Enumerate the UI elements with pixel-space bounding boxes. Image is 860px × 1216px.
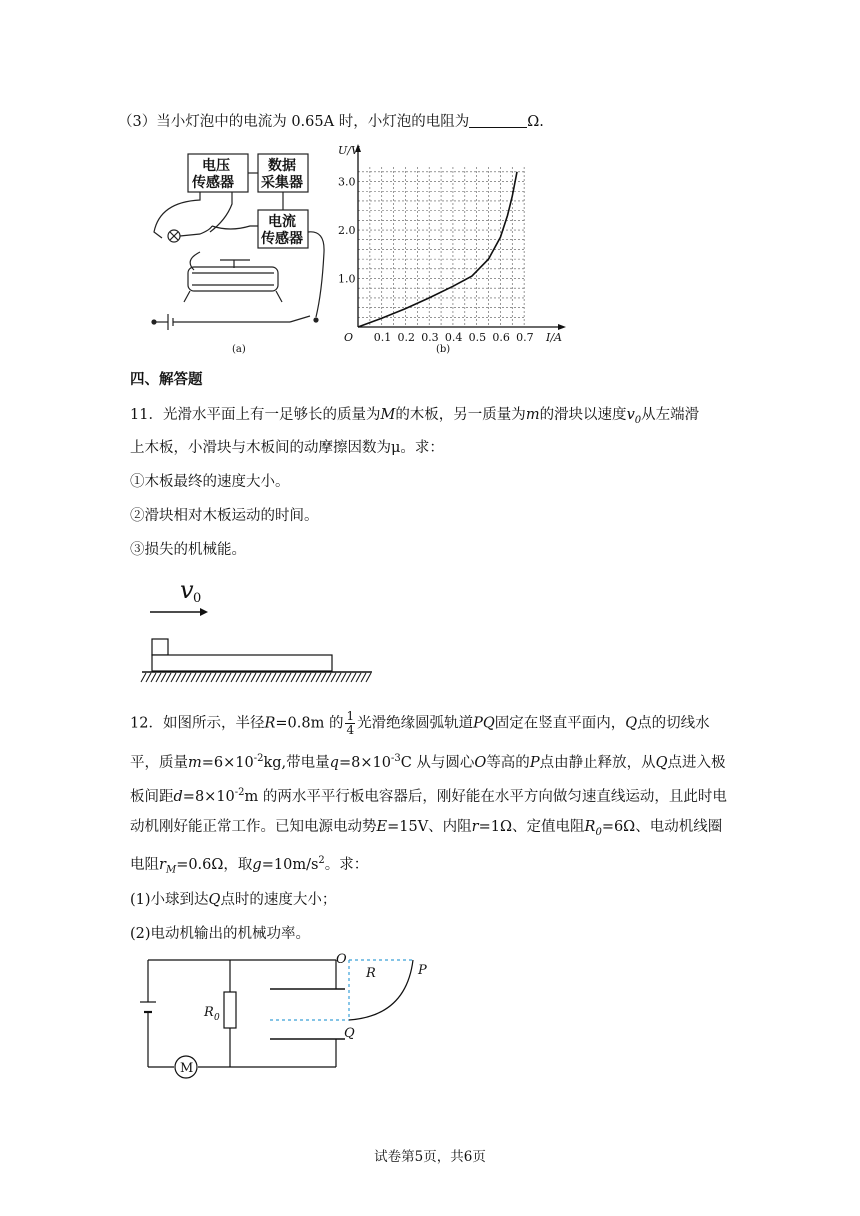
q11-text-c: 的滑块以速度 [539,407,627,423]
q12-exp-b: -3 [390,753,401,764]
hatch-mark [286,673,291,682]
q11-item-3: ③损失的机械能。 [130,542,246,558]
fig-v-label: v [180,576,194,604]
q12-var-O: O [474,754,487,771]
x-tick-label: 0.2 [397,331,415,344]
hatch-mark [266,673,271,682]
y-tick-label: 1.0 [338,272,356,286]
q12-sub-0: 0 [595,826,602,838]
q12-var-Q2: Q [655,754,668,771]
q12-t3c: m 的两水平平行板电容器后，刚好能在水平方向做匀速直线运动，且此时电 [244,788,727,805]
q11-line-2: 上木板，小滑块与木板间的动摩擦因数为μ。求： [130,440,444,456]
q12-t1b: =0.8m 的 [275,715,344,732]
hatch-mark [151,673,156,682]
figure-a-circuit [140,142,360,357]
hatch-mark [296,673,301,682]
q12-exp-d: 2 [318,855,325,866]
q12-t1e: 点的切线水 [637,715,710,732]
q12-t2d: =8×10 [338,754,391,771]
label-P: P [418,963,427,978]
q12-line-1 [130,710,710,737]
hatch-mark [206,673,211,682]
q12-t2e: C 从与圆心 [400,754,475,771]
q12-t5c: =10m/s [261,856,319,873]
hatch-mark [326,673,331,682]
hatch-mark [181,673,186,682]
q12-var-m: m [188,754,202,771]
hatch-mark [166,673,171,682]
q12-sub-M: M [165,864,177,876]
q12-t2b: =6×10 [201,754,254,771]
q12-t2c: kg,带电量 [263,754,330,771]
hatch-mark [366,673,371,682]
q12-item-1 [130,890,336,910]
q12-t2g: 点由静止释放，从 [539,754,656,771]
hatch-mark [201,673,206,682]
hatch-mark [361,673,366,682]
q12-var-E: E [376,819,388,835]
hatch-mark [236,673,241,682]
q12-t3a: 板间距 [130,788,174,805]
y-tick-label: 3.0 [338,175,356,189]
q11-line-1 [130,405,699,431]
q12-var-r: r [471,819,479,835]
hatch-mark [316,673,321,682]
voltage-sensor-label-2: 传感器 [192,175,234,191]
q11-item-2: ②滑块相对木板运动的时间。 [130,508,319,524]
wooden-board [152,655,332,671]
q12-var-g: g [252,856,262,873]
q12-var-P: P [529,754,540,771]
answer-blank [469,113,527,128]
q12-t2h: 点进入极 [667,754,726,771]
q12-var-rM: r [159,856,166,873]
q12-t1d: 固定在竖直平面内， [494,715,626,732]
q12-t1a: 12．如图所示，半径 [130,715,265,732]
q12-var-q: q [329,754,339,771]
q11-figure [138,572,378,690]
hatch-mark [271,673,276,682]
hatch-mark [336,673,341,682]
q12-exp-a: -2 [253,753,264,764]
hatch-mark [226,673,231,682]
figure-b-caption: (b) [436,344,451,355]
q12-line-4 [130,817,722,843]
q12-var-R: R [264,715,276,732]
hatch-mark [176,673,181,682]
q12-t4d: =6Ω、电动机线圈 [601,819,723,835]
q12-item1-Q: Q [208,892,221,908]
hatch-mark [276,673,281,682]
q12-t3b: =8×10 [182,788,235,805]
q12-t4a: 动机刚好能正常工作。已知电源电动势 [130,819,377,835]
q12-var-d: d [173,788,183,805]
q12-t4c: =1Ω、定值电阻 [478,819,585,835]
current-sensor-label-2: 传感器 [261,231,303,247]
hatch-mark [261,673,266,682]
hatch-mark [221,673,226,682]
q12-t5a: 电阻 [130,856,159,873]
figure-a-caption: (a) [232,344,246,355]
q11-item-1: ①木板最终的速度大小。 [130,474,290,490]
ground-hatching [141,673,371,682]
label-R0-sub: 0 [214,1013,220,1023]
x-tick-label: 0.7 [516,331,534,344]
fig-v-sub: 0 [193,591,202,606]
q12-var-PQ: PQ [473,715,495,732]
hatch-mark [241,673,246,682]
q12-t5b: =0.6Ω，取 [176,856,253,873]
hatch-mark [146,673,151,682]
q12-item-2: (2)电动机输出的机械功率。 [130,926,311,942]
q11-text-a: 11．光滑水平面上有一足够长的质量为 [130,407,381,423]
q12-item1-a: (1)小球到达 [130,892,209,908]
q12-exp-c: -2 [234,787,245,798]
hatch-mark [341,673,346,682]
q11-text-d: 从左端滑 [641,407,700,423]
quarter-fraction [345,710,355,737]
q11-sub-0: 0 [634,414,642,426]
hatch-mark [196,673,201,682]
hatch-mark [346,673,351,682]
slider-block [152,639,168,655]
hatch-mark [291,673,296,682]
hatch-mark [141,673,146,682]
y-axis-label: U/V [338,144,359,157]
hatch-mark [351,673,356,682]
q11-var-v: v [626,407,635,423]
x-tick-label: 0.5 [468,331,487,344]
q12-t5d: 。求： [324,856,369,873]
hatch-mark [356,673,361,682]
data-collector-label-1: 数据 [268,158,296,174]
question-10-part-3 [118,112,544,132]
label-R: R [366,966,376,981]
hatch-mark [331,673,336,682]
x-tick-label: 0.1 [373,331,392,344]
x-tick-label: 0.4 [444,331,463,344]
hatch-mark [246,673,251,682]
q12-var-Q: Q [625,715,638,732]
arrow-head-icon [200,608,208,616]
label-Q: Q [344,1026,355,1041]
x-tick-label: 0.6 [492,331,510,344]
q11-var-m: m [525,407,540,423]
q12-t1c: 光滑绝缘圆弧轨道 [357,715,474,732]
hatch-mark [311,673,316,682]
hatch-mark [216,673,221,682]
current-sensor-label-1: 电流 [268,214,296,230]
fraction-numerator: 1 [346,709,355,723]
q12-t2f: 等高的 [486,754,530,771]
q10-3-prefix: （3）当小灯泡中的电流为 0.65A 时，小灯泡的电阻为 [118,114,470,130]
q11-var-M: M [380,407,396,423]
fraction-denominator: 4 [346,723,355,737]
hatch-mark [211,673,216,682]
arc-track-pq [349,960,413,1020]
page-footer: 试卷第5页，共6页 [374,1149,486,1165]
hatch-mark [251,673,256,682]
hatch-mark [156,673,161,682]
q12-var-R0: R [584,819,596,835]
q12-t4b: =15V、内阻 [387,819,472,835]
hatch-mark [186,673,191,682]
q12-line-5 [130,851,368,881]
q12-item1-b: 点时的速度大小； [220,892,337,908]
label-R0: R [204,1005,214,1020]
q12-t2a: 平，质量 [130,754,188,771]
figure-b-ui-chart [336,142,572,357]
q12-circuit-figure [138,950,448,1080]
hatch-mark [161,673,166,682]
origin-label: O [344,331,354,344]
hatch-mark [231,673,236,682]
motor-icon: M [180,1061,194,1076]
voltage-sensor-label-1: 电压 [202,158,230,174]
q12-line-2 [130,749,725,773]
resistor-r0 [224,992,236,1028]
hatch-mark [171,673,176,682]
hatch-mark [256,673,261,682]
data-collector-label-2: 采集器 [261,175,303,191]
y-tick-label: 2.0 [338,224,356,238]
x-axis-label: I/A [546,331,562,344]
section-title: 四、解答题 [130,371,203,388]
q12-line-3 [130,783,727,807]
q11-text-b: 的木板，另一质量为 [395,407,526,423]
hatch-mark [306,673,311,682]
hatch-mark [191,673,196,682]
hatch-mark [301,673,306,682]
q10-3-suffix: Ω. [527,114,544,130]
x-axis-arrow-icon [558,324,566,330]
label-O: O [336,952,347,967]
hatch-mark [281,673,286,682]
hatch-mark [321,673,326,682]
x-tick-label: 0.3 [421,331,439,344]
